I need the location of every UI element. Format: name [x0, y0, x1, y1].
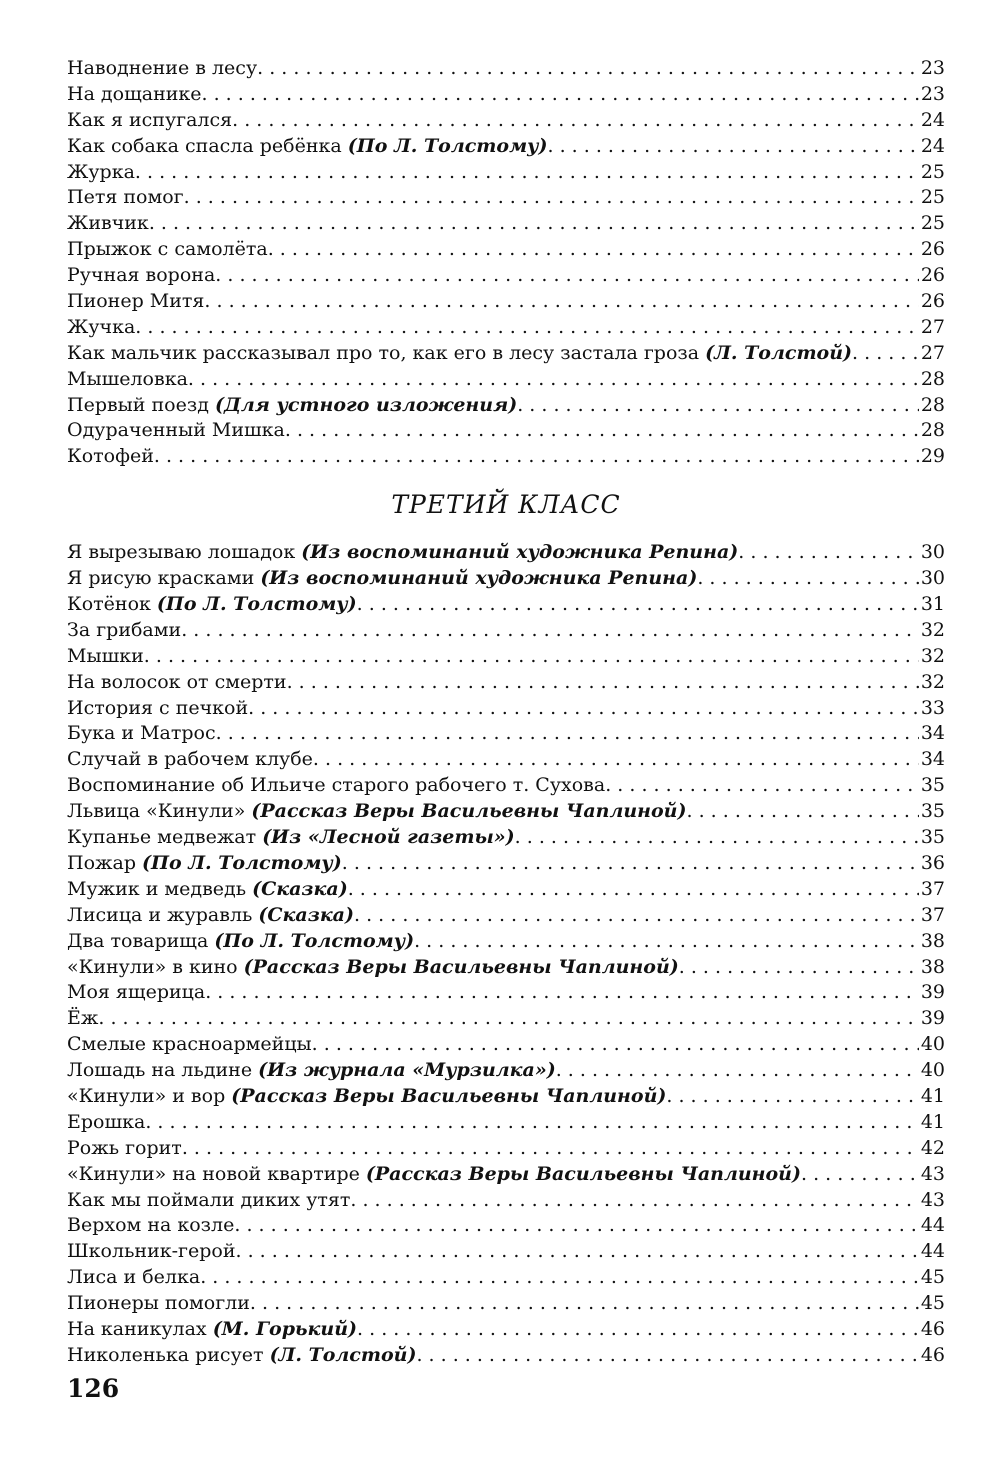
toc-entry-title	[67, 1291, 250, 1317]
toc-entry-title	[67, 185, 184, 211]
dot-leader	[181, 618, 919, 644]
toc-entry	[67, 1006, 945, 1032]
toc-entry-title-text: На волосок от смерти	[67, 670, 287, 693]
toc-entry-page: 40	[920, 1033, 945, 1056]
toc-entry	[67, 980, 945, 1006]
dot-leader	[348, 877, 919, 903]
toc-entry-note: (Л. Толстой)	[705, 341, 853, 364]
toc-entry-title	[67, 393, 517, 419]
dot-leader	[342, 851, 919, 877]
section-heading: ТРЕТИЙ КЛАСС	[391, 490, 621, 520]
dot-leader	[257, 56, 919, 82]
toc-entry	[67, 721, 945, 747]
toc-entry-page: 41	[920, 1084, 945, 1107]
toc-entry-page: 28	[920, 367, 945, 390]
toc-entry-title-text: Пожар	[67, 851, 143, 874]
toc-entry-page: 24	[920, 108, 945, 131]
toc-entry-page: 34	[920, 748, 945, 771]
toc-entry-title	[67, 877, 348, 903]
toc-entry	[67, 1239, 945, 1265]
toc-entry-title-text: Журка	[67, 160, 135, 183]
toc-entry-title-text: Купанье медвежат	[67, 826, 263, 849]
toc-entry-note: (Сказка)	[252, 877, 348, 900]
toc-entry-page: 31	[920, 593, 945, 616]
toc-entry-title	[67, 108, 232, 134]
toc-entry-title	[67, 1136, 182, 1162]
toc-entry	[67, 185, 945, 211]
toc-entry	[67, 670, 945, 696]
toc-entry-title-text: Моя ящерица	[67, 981, 206, 1004]
dot-leader	[605, 773, 919, 799]
dot-leader	[234, 1213, 918, 1239]
toc-entry-title-text: Ёж	[67, 1007, 99, 1030]
toc-entry-page: 29	[920, 445, 945, 468]
dot-leader	[679, 955, 919, 981]
toc-entry	[67, 1084, 945, 1110]
toc-entry-title	[67, 747, 313, 773]
toc-entry-page: 35	[920, 774, 945, 797]
toc-entry	[67, 237, 945, 263]
toc-entry-title	[67, 955, 679, 981]
toc-entry-title	[67, 1084, 666, 1110]
toc-entry-title-text: Случай в рабочем клубе	[67, 748, 313, 771]
toc-entry-title-text: Я вырезываю лошадок	[67, 541, 302, 564]
dot-leader	[154, 444, 919, 470]
dot-leader	[852, 341, 919, 367]
dot-leader	[135, 160, 919, 186]
toc-entry-title-text: «Кинули» и вор	[67, 1084, 232, 1107]
toc-entry-page: 28	[920, 419, 945, 442]
dot-leader	[556, 1058, 919, 1084]
toc-list-section-2	[67, 540, 945, 1369]
toc-entry-title-text: Живчик	[67, 212, 149, 235]
toc-entry-note: (По Л. Толстому)	[347, 134, 548, 157]
toc-entry	[67, 1291, 945, 1317]
toc-entry-title	[67, 367, 188, 393]
toc-entry-note: (Из журнала «Мурзилка»)	[258, 1059, 556, 1082]
toc-entry-page: 37	[920, 903, 945, 926]
toc-entry	[67, 929, 945, 955]
toc-entry-title	[67, 418, 285, 444]
toc-entry-note: (Из воспоминаний художника Репина)	[301, 541, 739, 564]
toc-entry-page: 46	[920, 1343, 945, 1366]
dot-leader	[250, 1291, 919, 1317]
dot-leader	[354, 903, 919, 929]
toc-entry-title-text: Мужик и медведь	[67, 877, 253, 900]
toc-entry-title-text: Лисица и журавль	[67, 903, 259, 926]
dot-leader	[287, 670, 919, 696]
dot-leader	[801, 1162, 919, 1188]
toc-entry	[67, 644, 945, 670]
toc-entry-note: (Рассказ Веры Васильевны Чаплиной)	[243, 955, 679, 978]
toc-entry-title	[67, 618, 181, 644]
dot-leader	[517, 393, 919, 419]
toc-entry-title-text: Как мальчик рассказывал про то, как его в лесу застала гроза	[67, 341, 706, 364]
toc-entry-title-text: Одураченный Мишка	[67, 419, 285, 442]
toc-entry-title	[67, 1317, 357, 1343]
toc-entry	[67, 1136, 945, 1162]
toc-entry-title	[67, 1343, 416, 1369]
toc-entry	[67, 82, 945, 108]
toc-entry-page: 44	[920, 1240, 945, 1263]
toc-entry-page: 42	[920, 1136, 945, 1159]
toc-entry	[67, 1110, 945, 1136]
toc-entry-title	[67, 1032, 312, 1058]
toc-entry-title-text: Лошадь на льдине	[67, 1059, 259, 1082]
toc-entry-title	[67, 1213, 234, 1239]
toc-entry	[67, 56, 945, 82]
toc-entry-title	[67, 799, 687, 825]
toc-entry-title	[67, 211, 149, 237]
toc-entry-page: 28	[920, 393, 945, 416]
toc-entry-title-text: На каникулах	[67, 1317, 213, 1340]
toc-entry-title-text: Первый поезд	[67, 393, 215, 416]
toc-entry-title-text: Как мы поймали диких утят	[67, 1188, 351, 1211]
dot-leader	[236, 1239, 919, 1265]
dot-leader	[313, 747, 919, 773]
toc-entry-note: (Рассказ Веры Васильевны Чаплиной)	[231, 1084, 667, 1107]
toc-entry-page: 27	[920, 341, 945, 364]
toc-entry	[67, 263, 945, 289]
toc-entry-note: (М. Горький)	[212, 1317, 358, 1340]
toc-list-section-1	[67, 56, 945, 470]
dot-leader	[144, 644, 919, 670]
toc-entry-title-text: Львица «Кинули»	[67, 800, 252, 823]
toc-entry-page: 23	[920, 82, 945, 105]
toc-entry	[67, 566, 945, 592]
toc-entry	[67, 592, 945, 618]
toc-entry	[67, 955, 945, 981]
toc-entry-title	[67, 1110, 145, 1136]
toc-entry-title-text: Лиса и белка	[67, 1266, 201, 1289]
toc-entry	[67, 211, 945, 237]
toc-entry-title-text: За грибами	[67, 618, 182, 641]
toc-entry-title	[67, 341, 852, 367]
toc-entry-title	[67, 903, 354, 929]
toc-entry-title	[67, 1239, 236, 1265]
dot-leader	[98, 1006, 918, 1032]
toc-entry-note: (Л. Толстой)	[269, 1343, 417, 1366]
toc-entry-title	[67, 1058, 556, 1084]
toc-entry-title	[67, 696, 248, 722]
page-number: 126	[67, 1374, 120, 1403]
toc-entry-page: 26	[920, 264, 945, 287]
toc-entry-title	[67, 315, 135, 341]
toc-entry-note: (Сказка)	[258, 903, 354, 926]
toc-entry-title-text: Два товарища	[67, 929, 215, 952]
toc-entry	[67, 289, 945, 315]
toc-entry-title-text: Мышки	[67, 644, 144, 667]
toc-entry-page: 43	[920, 1188, 945, 1211]
toc-entry	[67, 341, 945, 367]
dot-leader	[697, 566, 918, 592]
toc-entry	[67, 1058, 945, 1084]
toc-entry-page: 39	[920, 1007, 945, 1030]
toc-entry-title-text: Бука и Матрос	[67, 722, 216, 745]
toc-entry	[67, 444, 945, 470]
toc-entry-title-text: На дощанике	[67, 82, 202, 105]
toc-entry	[67, 1032, 945, 1058]
toc-entry-note: (По Л. Толстому)	[156, 593, 357, 616]
dot-leader	[268, 237, 919, 263]
toc-entry	[67, 134, 945, 160]
toc-entry-title	[67, 1162, 801, 1188]
toc-entry-page: 40	[920, 1059, 945, 1082]
toc-entry-page: 35	[920, 826, 945, 849]
toc-entry-page: 24	[920, 134, 945, 157]
toc-page	[67, 56, 945, 1369]
toc-entry-title-text: Наводнение в лесу	[67, 57, 258, 79]
toc-entry	[67, 618, 945, 644]
dot-leader	[416, 1343, 918, 1369]
toc-entry-title-text: Смелые красноармейцы	[67, 1033, 312, 1056]
toc-entry	[67, 367, 945, 393]
toc-entry-title-text: Школьник-герой	[67, 1240, 236, 1263]
toc-entry-title	[67, 644, 144, 670]
toc-entry	[67, 315, 945, 341]
toc-entry	[67, 903, 945, 929]
toc-entry-title	[67, 263, 215, 289]
toc-entry-page: 35	[920, 800, 945, 823]
dot-leader	[414, 929, 919, 955]
toc-entry-page: 33	[920, 696, 945, 719]
toc-entry-page: 30	[920, 541, 945, 564]
toc-entry	[67, 160, 945, 186]
toc-entry	[67, 1343, 945, 1369]
toc-entry-title-text: Ерошка	[67, 1110, 146, 1133]
toc-entry	[67, 108, 945, 134]
dot-leader	[548, 134, 919, 160]
dot-leader	[515, 825, 919, 851]
toc-entry	[67, 825, 945, 851]
dot-leader	[149, 211, 919, 237]
toc-entry-title	[67, 237, 268, 263]
dot-leader	[666, 1084, 918, 1110]
toc-entry-note: (Из воспоминаний художника Репина)	[260, 567, 698, 590]
dot-leader	[135, 315, 919, 341]
toc-entry-title-text: Жучка	[67, 315, 136, 338]
dot-leader	[232, 108, 919, 134]
toc-entry-title-text: Воспоминание об Ильиче старого рабочего т. Сухова	[67, 774, 606, 797]
toc-entry-page: 27	[920, 315, 945, 338]
dot-leader	[145, 1110, 918, 1136]
toc-entry-page: 32	[920, 644, 945, 667]
toc-entry	[67, 877, 945, 903]
toc-entry-title-text: «Кинули» в кино	[67, 955, 244, 978]
toc-entry-page: 25	[920, 160, 945, 183]
toc-entry-title	[67, 134, 548, 160]
toc-entry-page: 30	[920, 567, 945, 590]
toc-entry-page: 46	[920, 1317, 945, 1340]
toc-entry-page: 44	[920, 1214, 945, 1237]
toc-entry-title	[67, 592, 357, 618]
toc-entry	[67, 393, 945, 419]
toc-entry	[67, 851, 945, 877]
toc-entry-page: 45	[920, 1266, 945, 1289]
toc-entry	[67, 540, 945, 566]
dot-leader	[215, 263, 919, 289]
toc-entry-title-text: Прыжок с самолёта	[67, 238, 268, 261]
toc-entry-title-text: Петя помог	[67, 186, 184, 209]
toc-entry-title	[67, 1265, 200, 1291]
toc-entry-page: 45	[920, 1292, 945, 1315]
toc-entry-page: 38	[920, 955, 945, 978]
dot-leader	[184, 185, 919, 211]
toc-entry-title-text: Рожь горит	[67, 1136, 182, 1159]
toc-entry	[67, 1188, 945, 1214]
toc-entry-title	[67, 289, 204, 315]
dot-leader	[205, 980, 919, 1006]
toc-entry-title-text: Николенька рисует	[67, 1343, 270, 1366]
toc-entry-note: (По Л. Толстому)	[142, 851, 342, 874]
toc-entry-title-text: Котёнок	[67, 593, 157, 616]
toc-entry	[67, 1213, 945, 1239]
toc-entry-title	[67, 670, 287, 696]
toc-entry-page: 38	[920, 929, 945, 952]
toc-entry-page: 41	[920, 1110, 945, 1133]
dot-leader	[687, 799, 919, 825]
toc-entry-title-text: Пионеры помогли	[67, 1292, 250, 1315]
toc-entry-title	[67, 82, 202, 108]
toc-entry-title-text: Котофей	[67, 445, 154, 468]
toc-entry-note: (Рассказ Веры Васильевны Чаплиной)	[251, 800, 687, 823]
toc-entry-title	[67, 56, 257, 82]
dot-leader	[200, 1265, 919, 1291]
dot-leader	[182, 1136, 919, 1162]
toc-entry	[67, 1317, 945, 1343]
toc-entry-title	[67, 825, 515, 851]
dot-leader	[216, 721, 919, 747]
toc-entry-title-text: Мышеловка	[67, 367, 188, 390]
toc-entry-title-text: «Кинули» на новой квартире	[67, 1162, 366, 1185]
dot-leader	[188, 367, 919, 393]
toc-entry-title	[67, 1006, 98, 1032]
toc-entry-title	[67, 980, 205, 1006]
dot-leader	[357, 592, 919, 618]
toc-entry-title	[67, 444, 154, 470]
toc-entry-title	[67, 540, 738, 566]
toc-entry-page: 32	[920, 670, 945, 693]
toc-entry	[67, 418, 945, 444]
toc-entry	[67, 696, 945, 722]
toc-entry-page: 39	[920, 981, 945, 1004]
toc-entry-page: 25	[920, 186, 945, 209]
dot-leader	[202, 82, 919, 108]
toc-entry	[67, 1265, 945, 1291]
toc-entry-page: 26	[920, 238, 945, 261]
toc-entry	[67, 799, 945, 825]
toc-entry	[67, 773, 945, 799]
toc-entry-title	[67, 160, 135, 186]
toc-entry-title	[67, 929, 414, 955]
toc-entry	[67, 1162, 945, 1188]
toc-entry-page: 37	[920, 877, 945, 900]
dot-leader	[357, 1317, 919, 1343]
toc-entry-note: (По Л. Толстому)	[214, 929, 415, 952]
dot-leader	[248, 696, 919, 722]
toc-entry-page: 34	[920, 722, 945, 745]
toc-entry-title	[67, 773, 605, 799]
toc-entry-page: 32	[920, 618, 945, 641]
toc-entry-page: 26	[920, 290, 945, 313]
toc-entry-title	[67, 566, 697, 592]
dot-leader	[312, 1032, 919, 1058]
dot-leader	[350, 1188, 918, 1214]
toc-entry	[67, 747, 945, 773]
toc-entry-title-text: Я рисую красками	[67, 567, 261, 590]
dot-leader	[285, 418, 919, 444]
toc-entry-page: 25	[920, 212, 945, 235]
toc-entry-page: 36	[920, 851, 945, 874]
toc-entry-title-text: Как я испугался	[67, 108, 233, 131]
toc-entry-title-text: Ручная ворона	[67, 264, 216, 287]
dot-leader	[738, 540, 919, 566]
toc-entry-note: (Для устного изложения)	[214, 393, 518, 416]
toc-entry-note: (Из «Лесной газеты»)	[262, 826, 515, 849]
toc-entry-note: (Рассказ Веры Васильевны Чаплиной)	[365, 1162, 801, 1185]
toc-entry-page: 43	[920, 1162, 945, 1185]
toc-entry-title-text: Пионер Митя	[67, 290, 205, 313]
toc-entry-title-text: Как собака спасла ребёнка	[67, 134, 348, 157]
toc-entry-page: 23	[920, 57, 945, 79]
toc-entry-title-text: Верхом на козле	[67, 1214, 235, 1237]
toc-entry-title	[67, 721, 216, 747]
toc-entry-title	[67, 1188, 350, 1214]
toc-entry-title-text: История с печкой	[67, 696, 249, 719]
dot-leader	[204, 289, 918, 315]
toc-entry-title	[67, 851, 342, 877]
